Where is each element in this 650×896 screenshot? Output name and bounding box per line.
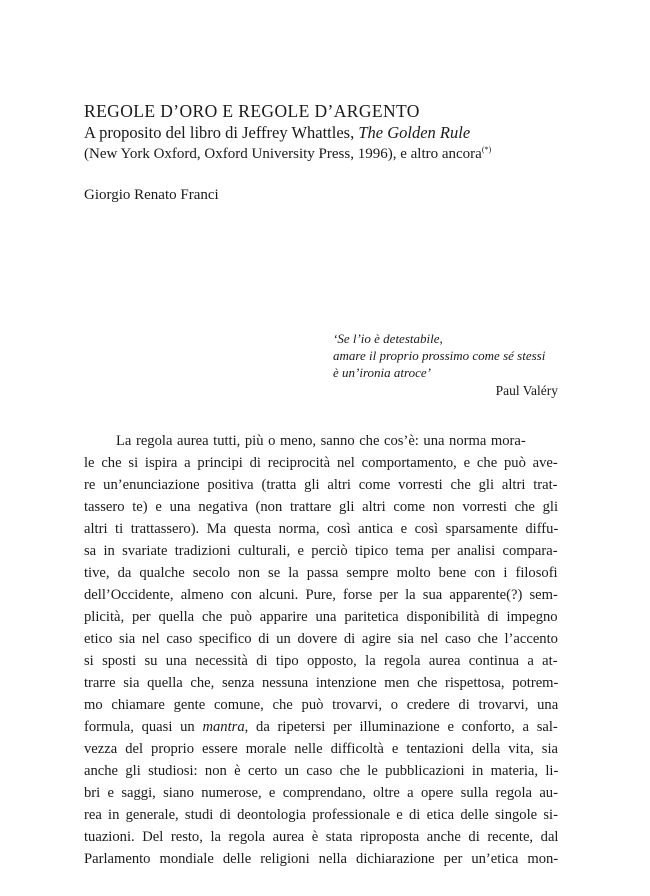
publication-info <box>84 144 558 165</box>
epigraph-line: è un’ironia atroce’ <box>333 365 431 380</box>
epigraph-attribution: Paul Valéry <box>495 383 558 398</box>
body-line: etico sia nel caso specifico di un dovere di agire sia nel caso che l’accento <box>84 631 558 647</box>
body-line: re un’enunciazione positiva (tratta gli altri come vorresti che gli altri trat- <box>84 477 558 493</box>
body-line: trarre sia quella che, senza nessuna intenzione men che rispettosa, potrem- <box>84 675 559 691</box>
body-line-middle: , da ripetersi per illuminazione e conforto, <box>244 719 523 735</box>
body-line: sa in svariate tradizioni culturali, e perciò tipico tema per analisi compara- <box>84 543 558 559</box>
book-title: The Golden Rule <box>358 123 471 142</box>
body-line: vezza del proprio essere morale nelle difficoltà e tentazioni della vita, sia <box>84 741 559 757</box>
article-header <box>84 100 558 165</box>
body-line: tive, da qualche secolo non se la passa sempre molto bene con i filosofi <box>84 565 558 581</box>
epigraph-line: amare il proprio prossimo come sé stessi <box>333 348 546 363</box>
body-line-mantra <box>84 716 558 738</box>
body-line: La regola aurea tutti, più o meno, sanno che cos’è: una norma mora- <box>116 433 526 449</box>
body-line: dell’Occidente, almeno con alcuni. Pure, forse per la sua apparente(?) sem- <box>84 587 558 603</box>
body-line: bri e saggi, siano numerose, e comprendano, oltre a opere sulla regola au- <box>84 785 558 801</box>
document-page <box>84 0 558 896</box>
author-name: Giorgio Renato Franci <box>84 187 219 203</box>
body-line: Parlamento mondiale delle religioni nella dichiarazione per un’etica mon- <box>84 851 559 867</box>
publication-info-text: (New York Oxford, Oxford University Press, 1996), e altro ancora <box>84 146 482 162</box>
body-line: plicità, per quella che può apparire una paritetica disponibilità di impegno <box>84 609 558 625</box>
epigraph-line: ‘Se l’io è detestabile, <box>333 331 443 346</box>
mantra-word: mantra <box>202 719 245 735</box>
body-line: tassero te) e una negativa (non trattare gli altri come non vorresti che gli <box>84 499 559 515</box>
subtitle-prefix: A proposito del libro di Jeffrey Whattles, <box>84 123 359 142</box>
article-subtitle <box>84 122 558 144</box>
body-text <box>84 430 558 870</box>
body-line: mo chiamare gente comune, che può trovarvi, o credere di trovarvi, una <box>84 697 559 713</box>
article-title: REGOLE D’ORO E REGOLE D’ARGENTO <box>84 101 420 121</box>
body-line: tuazioni. Del resto, la regola aurea è stata riproposta anche di recente, dal <box>84 829 559 845</box>
body-line: altri ti trattassero). Ma questa norma, così antica e così sparsamente diffu- <box>84 521 559 537</box>
body-line: anche gli studiosi: non è certo un caso che le pubblicazioni in materia, li- <box>84 763 559 779</box>
footnote-marker: (*) <box>481 145 492 154</box>
body-line: si sposti su una necessità di tipo opposto, la regola aurea continua a at- <box>84 653 558 669</box>
epigraph <box>333 330 558 399</box>
body-line: le che si ispira a principi di reciprocità nel comportamento, e che può ave- <box>84 455 558 471</box>
body-line: rea in generale, studi di deontologia professionale e di etica delle singole si- <box>84 807 558 823</box>
body-line-start: formula, quasi un <box>84 719 203 735</box>
body-line-end: a sal- <box>522 719 558 735</box>
